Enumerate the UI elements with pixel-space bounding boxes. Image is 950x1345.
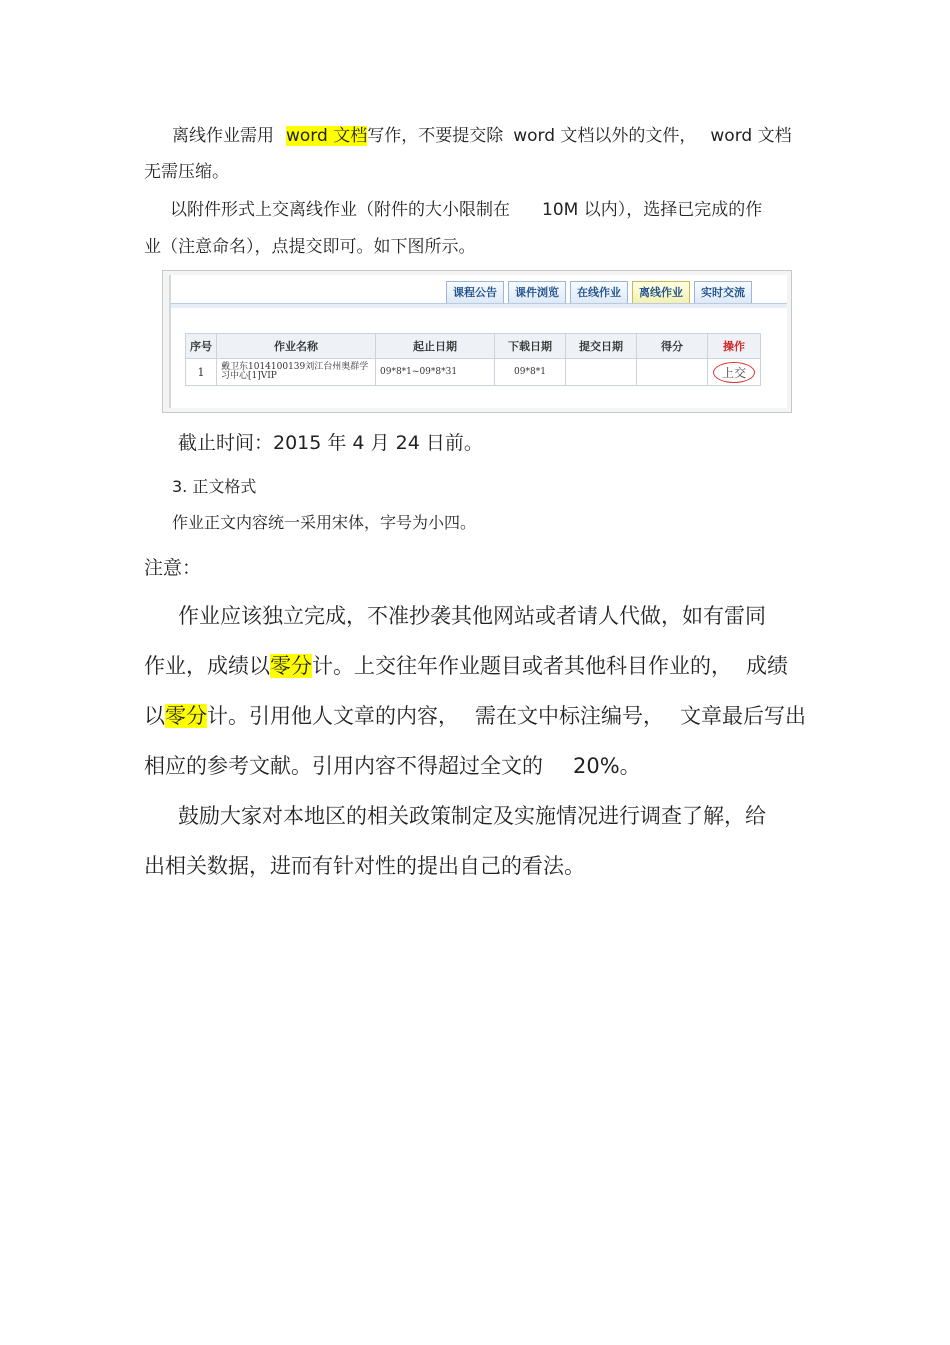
para1-line2: 无需压缩。 (144, 162, 229, 182)
submit-button[interactable]: 上交 (713, 362, 755, 383)
screenshot-panel (169, 275, 787, 408)
note-l3-d: 文章最后写出 (680, 704, 806, 728)
note-label: 注意： (144, 557, 202, 579)
note-l2-c: 成绩 (746, 654, 788, 678)
row-dates: 09*8*1~09*8*31 (376, 359, 495, 386)
screenshot-tabs (446, 281, 752, 305)
row-submit-date (566, 359, 637, 386)
row-score (637, 359, 708, 386)
table-row (186, 359, 761, 386)
note-line5: 鼓励大家对本地区的相关政策制定及实施情况进行调查了解，给 (178, 804, 766, 828)
note-l2-a: 作业，成绩以 (144, 654, 270, 678)
note-line2 (144, 652, 788, 680)
para1-text-a: 离线作业需用 (172, 126, 274, 146)
col-dates: 起止日期 (376, 334, 495, 359)
tab-courseware[interactable]: 课件浏览 (508, 281, 566, 304)
note-l4-b: 20%。 (573, 754, 641, 778)
homework-table (185, 333, 761, 386)
note-l3-a: 以 (144, 704, 165, 728)
col-index: 序号 (186, 334, 217, 359)
para1-text-d: word 文档 (710, 126, 792, 146)
tab-offline-homework[interactable]: 离线作业 (632, 281, 690, 304)
tab-announcement[interactable]: 课程公告 (446, 281, 504, 304)
row-action-cell (708, 359, 761, 386)
row-index: 1 (186, 359, 217, 386)
para1-text-c: word 文档以外的文件， (513, 126, 697, 146)
note-l2-highlight: 零分 (270, 654, 312, 678)
para2-text-a: 以附件形式上交离线作业（附件的大小限制在 (170, 200, 510, 220)
note-line3 (144, 702, 806, 730)
para2-line1 (170, 199, 762, 221)
row-name: 戴卫东1014100139刘江台州奥群学习中心[1]VIP (217, 359, 376, 386)
note-l3-c: 需在文中标注编号， (475, 704, 664, 728)
note-line1: 作业应该独立完成，不准抄袭其他网站或者请人代做，如有雷同 (178, 604, 766, 628)
note-l2-b: 计。上交往年作业题目或者其他科目作业的， (312, 654, 732, 678)
para1-line1 (172, 125, 792, 147)
para2-line2: 业（注意命名），点提交即可。如下图所示。 (144, 237, 476, 257)
tab-divider (171, 303, 787, 308)
col-action: 操作 (708, 334, 761, 359)
para1-text-b: 写作，不要提交除 (367, 126, 504, 146)
col-download-date: 下载日期 (495, 334, 566, 359)
tab-online-homework[interactable]: 在线作业 (570, 281, 628, 304)
note-l3-b: 计。引用他人文章的内容， (207, 704, 459, 728)
para2-text-b: 10M 以内），选择已完成的作 (542, 200, 763, 220)
col-score: 得分 (637, 334, 708, 359)
table-header-row (186, 334, 761, 359)
row-download-date: 09*8*1 (495, 359, 566, 386)
section3-body: 作业正文内容统一采用宋体，字号为小四。 (172, 513, 477, 532)
note-line6: 出相关数据，进而有针对性的提出自己的看法。 (144, 854, 585, 878)
para1-highlight: word 文档 (286, 126, 368, 146)
embedded-screenshot (162, 270, 792, 413)
note-line4 (144, 752, 641, 780)
deadline-text: 截止时间：2015 年 4 月 24 日前。 (178, 432, 483, 454)
col-submit-date: 提交日期 (566, 334, 637, 359)
col-name: 作业名称 (217, 334, 376, 359)
note-l4-a: 相应的参考文献。引用内容不得超过全文的 (144, 754, 543, 778)
section3-title: 3. 正文格式 (172, 477, 257, 496)
tab-live-chat[interactable]: 实时交流 (694, 281, 752, 304)
note-l3-highlight: 零分 (165, 704, 207, 728)
